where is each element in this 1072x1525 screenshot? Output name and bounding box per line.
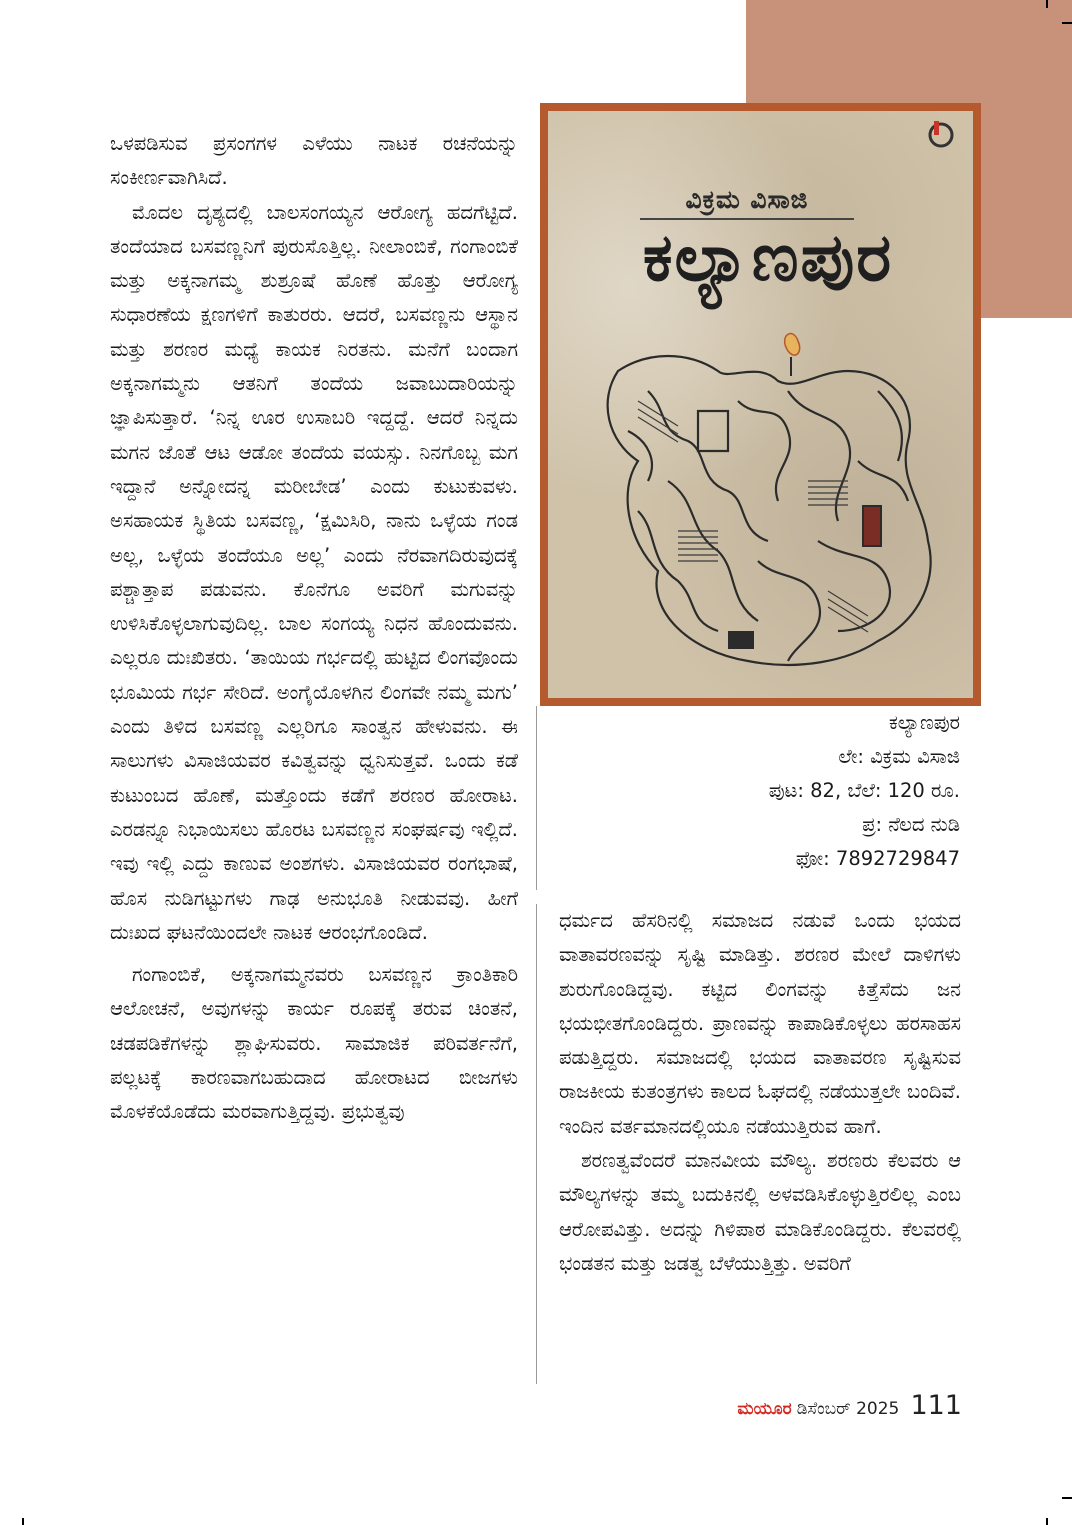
page-number: 111 — [910, 1390, 962, 1421]
publisher-logo-icon — [928, 119, 954, 149]
article-paragraph: ಮೊದಲ ದೃಶ್ಯದಲ್ಲಿ ಬಾಲಸಂಗಯ್ಯನ ಆರೋಗ್ಯ ಹದಗೆಟ್ಟಿದೆ. ತಂದೆಯಾದ ಬಸವಣ್ಣನಿಗೆ ಪುರುಸೊತ್ತಿಲ್ಲ. ನೀಲಾಂಬಿಕೆ, ಗಂಗಾಂಬಿಕೆ ಮತ್ತು ಅಕ್ಕನಾಗಮ್ಮ ಶುಶ್ರೂಷೆ ಹೊಣೆ ಹೊತ್ತು ಆರೋಗ್ಯ ಸುಧಾರಣೆಯ ಕ್ಷಣಗಳಿಗೆ ಕಾತುರರು. ಆದರೆ, ಬಸವಣ್ಣನು ಆಸ್ಥಾನ ಮತ್ತು ಶರಣರ ಮಧ್ಯೆ ಕಾಯಕ ನಿರತನು. ಮನೆಗೆ ಬಂದಾಗ ಅಕ್ಕನಾಗಮ್ಮನು ಆತನಿಗೆ ತಂದೆಯ ಜವಾಬುದಾರಿಯನ್ನು ಜ್ಞಾಪಿಸುತ್ತಾರೆ. ‘ನಿನ್ನ ಊರ ಉಸಾಬರಿ ಇದ್ದದ್ದೆ. ಆದರೆ ನಿನ್ನದು ಮಗನ ಜೊತೆ ಆಟ ಆಡೋ ತಂದೆಯ ವಯಸ್ಸು. ನಿನಗೊಬ್ಬ ಮಗ ಇದ್ದಾನೆ ಅನ್ನೋದನ್ನ ಮರೀಬೇಡ’ ಎಂದು ಕುಟುಕುವಳು. ಅಸಹಾಯಕ ಸ್ಥಿತಿಯ ಬಸವಣ್ಣ, ‘ಕ್ಷಮಿಸಿರಿ, ನಾನು ಒಳ್ಳೆಯ ಗಂಡ ಅಲ್ಲ, ಒಳ್ಳೆಯ ತಂದೆಯೂ ಅಲ್ಲ’ ಎಂದು ನೆರವಾಗದಿರುವುದಕ್ಕೆ ಪಶ್ಚಾತ್ತಾಪ ಪಡುವನು. ಕೊನೆಗೂ ಅವರಿಗೆ ಮಗುವನ್ನು ಉಳಿಸಿಕೊಳ್ಳಲಾಗುವುದಿಲ್ಲ. ಬಾಲ ಸಂಗಯ್ಯ ನಿಧನ ಹೊಂದುವನು. ಎಲ್ಲರೂ ದುಃಖಿತರು. ‘ತಾಯಿಯ ಗರ್ಭದಲ್ಲಿ ಹುಟ್ಟಿದ ಲಿಂಗವೊಂದು ಭೂಮಿಯ ಗರ್ಭ ಸೇರಿದೆ. ಅಂಗೈಯೊಳಗಿನ ಲಿಂಗವೇ ನಮ್ಮ ಮಗು’ ಎಂದು ತಿಳಿದ ಬಸವಣ್ಣ ಎಲ್ಲರಿಗೂ ಸಾಂತ್ವನ ಹೇಳುವನು. ಈ ಸಾಲುಗಳು ವಿಸಾಜಿಯವರ ಕವಿತ್ವವನ್ನು ಧ್ವನಿಸುತ್ತವೆ. ಒಂದು ಕಡೆ ಕುಟುಂಬದ ಹೊಣೆ, ಮತ್ತೊಂದು ಕಡೆಗೆ ಶರಣರ ಹೋರಾಟ. ಎರಡನ್ನೂ ನಿಭಾಯಿಸಲು ಹೊರಟ ಬಸವಣ್ಣನ ಸಂಘರ್ಷವು ಇಲ್ಲಿದೆ. ಇವು ಇಲ್ಲಿ ಎದ್ದು ಕಾಣುವ ಅಂಶಗಳು. ವಿಸಾಜಿಯವರ ರಂಗಭಾಷೆ, ಹೊಸ ನುಡಿಗಟ್ಟುಗಳು ಗಾಢ ಅನುಭೂತಿ ನೀಡುವವು. ಹೀಗೆ ದುಃಖದ ಘಟನೆಯಿಂದಲೇ ನಾಟಕ ಆರಂಭಗೊಂಡಿದೆ. — [110, 200, 518, 944]
article-right-column — [559, 904, 961, 1281]
article-left-column — [110, 127, 518, 1130]
issue-date: ಡಿಸೆಂಬರ್ 2025 — [796, 1399, 900, 1419]
book-details-author: ಲೇ: ವಿಕ್ರಮ ವಿಸಾಜಿ — [838, 745, 960, 768]
page-footer — [600, 1390, 962, 1421]
book-details — [600, 706, 960, 876]
book-cover-image — [540, 103, 981, 706]
crop-mark — [1046, 0, 1048, 8]
book-details-pages-price: ಪುಟ: 82, ಬೆಲೆ: 120 ರೂ. — [768, 779, 960, 802]
cover-title: ಕಲ್ಯಾಣಪುರ — [642, 219, 894, 296]
crop-mark — [1046, 1518, 1048, 1525]
article-paragraph: ಒಳಪಡಿಸುವ ಪ್ರಸಂಗಗಳ ಎಳೆಯು ನಾಟಕ ರಚನೆಯನ್ನು ಸಂಕೀರ್ಣವಾಗಿಸಿದೆ. — [110, 132, 518, 190]
column-divider — [536, 904, 537, 1384]
crop-mark — [1062, 22, 1072, 24]
article-paragraph: ಗಂಗಾಂಬಿಕೆ, ಅಕ್ಕನಾಗಮ್ಮನವರು ಬಸವಣ್ಣನ ಕ್ರಾಂತಿಕಾರಿ ಆಲೋಚನೆ, ಅವುಗಳನ್ನು ಕಾರ್ಯ ರೂಪಕ್ಕೆ ತರುವ ಚಿಂತನೆ, ಚಡಪಡಿಕೆಗಳನ್ನು ಶ್ಲಾಘಿಸುವರು. ಸಾಮಾಜಿಕ ಪರಿವರ್ತನೆಗೆ, ಪಲ್ಲಟಕ್ಕೆ ಕಾರಣವಾಗಬಹುದಾದ ಹೋರಾಟದ ಬೀಜಗಳು ಮೊಳಕೆಯೊಡೆದು ಮರವಾಗುತ್ತಿದ್ದವು. ಪ್ರಭುತ್ವವು — [110, 963, 518, 1124]
article-paragraph: ಶರಣತ್ವವೆಂದರೆ ಮಾನವೀಯ ಮೌಲ್ಯ. ಶರಣರು ಕೆಲವರು ಆ ಮೌಲ್ಯಗಳನ್ನು ತಮ್ಮ ಬದುಕಿನಲ್ಲಿ ಅಳವಡಿಸಿಕೊಳ್ಳುತ್ತಿರಲಿಲ್ಲ ಎಂಬ ಆರೋಪವಿತ್ತು. ಅದನ್ನು ಗಿಳಿಪಾಠ ಮಾಡಿಕೊಂಡಿದ್ದರು. ಕೆಲವರಲ್ಲಿ ಭಂಡತನ ಮತ್ತು ಜಡತ್ವ ಬೆಳೆಯುತ್ತಿತ್ತು. ಅವರಿಗೆ — [559, 1149, 961, 1275]
book-details-title: ಕಲ್ಯಾಣಪುರ — [889, 711, 960, 734]
cover-artwork — [578, 331, 958, 691]
book-details-phone: ಫೋ: 7892729847 — [795, 847, 960, 870]
column-divider — [536, 706, 537, 890]
article-paragraph: ಧರ್ಮದ ಹೆಸರಿನಲ್ಲಿ ಸಮಾಜದ ನಡುವೆ ಒಂದು ಭಯದ ವಾತಾವರಣವನ್ನು ಸೃಷ್ಟಿ ಮಾಡಿತ್ತು. ಶರಣರ ಮೇಲೆ ದಾಳಿಗಳು ಶುರುಗೊಂಡಿದ್ದವು. ಕಟ್ಟಿದ ಲಿಂಗವನ್ನು ಕಿತ್ತೆಸೆದು ಜನ ಭಯಭೀತಗೊಂಡಿದ್ದರು. ಪ್ರಾಣವನ್ನು ಕಾಪಾಡಿಕೊಳ್ಳಲು ಹರಸಾಹಸ ಪಡುತ್ತಿದ್ದರು. ಸಮಾಜದಲ್ಲಿ ಭಯದ ವಾತಾವರಣ ಸೃಷ್ಟಿಸುವ ರಾಜಕೀಯ ಕುತಂತ್ರಗಳು ಕಾಲದ ಓಘದಲ್ಲಿ ನಡೆಯುತ್ತಲೇ ಬಂದಿವೆ. ಇಂದಿನ ವರ್ತಮಾನದಲ್ಲಿಯೂ ನಡೆಯುತ್ತಿರುವ ಹಾಗೆ. — [559, 909, 961, 1138]
crop-mark — [1062, 1497, 1072, 1499]
crop-mark — [22, 1518, 24, 1525]
book-details-publisher: ಪ್ರ: ನೆಲದ ನುಡಿ — [862, 813, 960, 836]
cover-author-name: ವಿಕ್ರಮ ವಿಸಾಜಿ — [640, 185, 854, 220]
magazine-name: ಮಯೂರ — [737, 1399, 792, 1419]
